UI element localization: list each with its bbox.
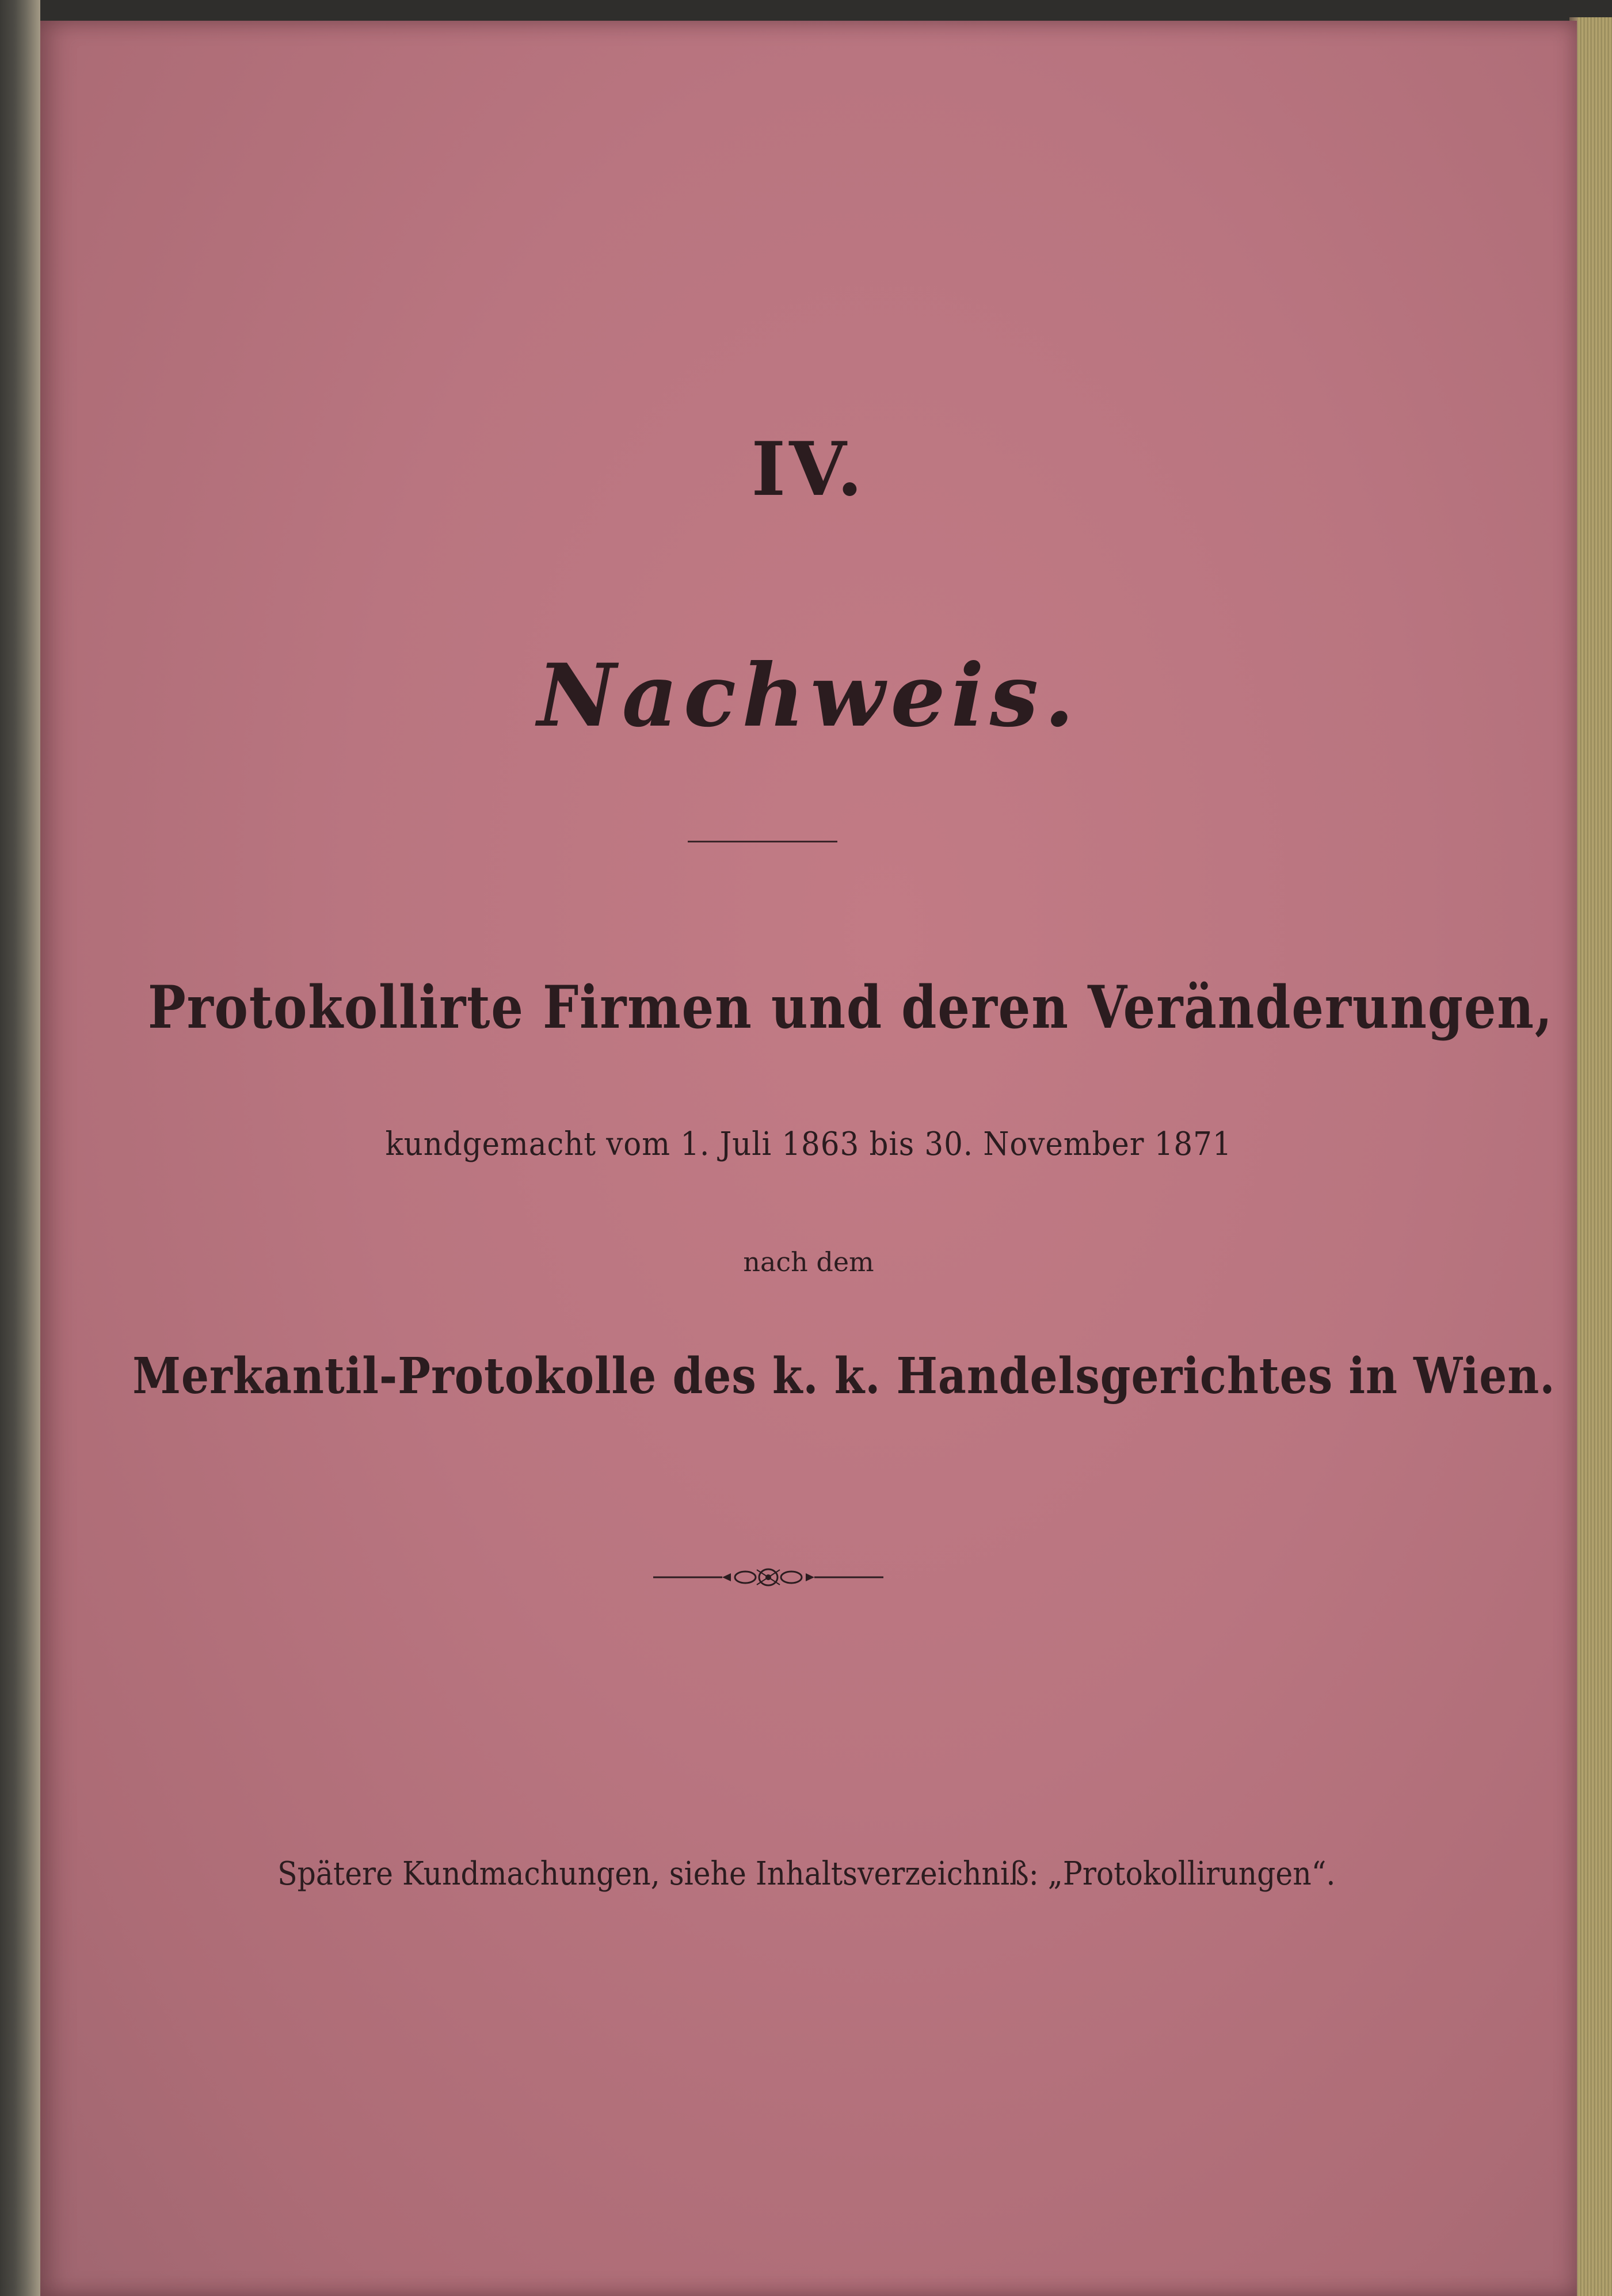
flourish-ornament-icon [653, 1563, 883, 1592]
source-line: Merkantil-Protokolle des k. k. Handelsgerichtes in Wien. [132, 1347, 1556, 1405]
title-divider [688, 841, 837, 842]
footnote-text: Spätere Kundmachungen, siehe Inhaltsverzeichniß: „Protokollirungen“. [277, 1855, 1336, 1893]
book-binding [0, 0, 40, 2296]
document-page [40, 21, 1577, 2296]
date-range-line: kundgemacht vom 1. Juli 1863 bis 30. November 1871 [385, 1126, 1232, 1163]
footnote [219, 1848, 1370, 1900]
page-title: Nachweis. [537, 645, 1080, 746]
section-numeral: IV. [751, 426, 866, 513]
page-subtitle: Protokollirte Firmen und deren Veränderungen, [147, 973, 1554, 1042]
connector-line: nach dem [743, 1246, 874, 1277]
book-page-edges [1577, 17, 1612, 2296]
